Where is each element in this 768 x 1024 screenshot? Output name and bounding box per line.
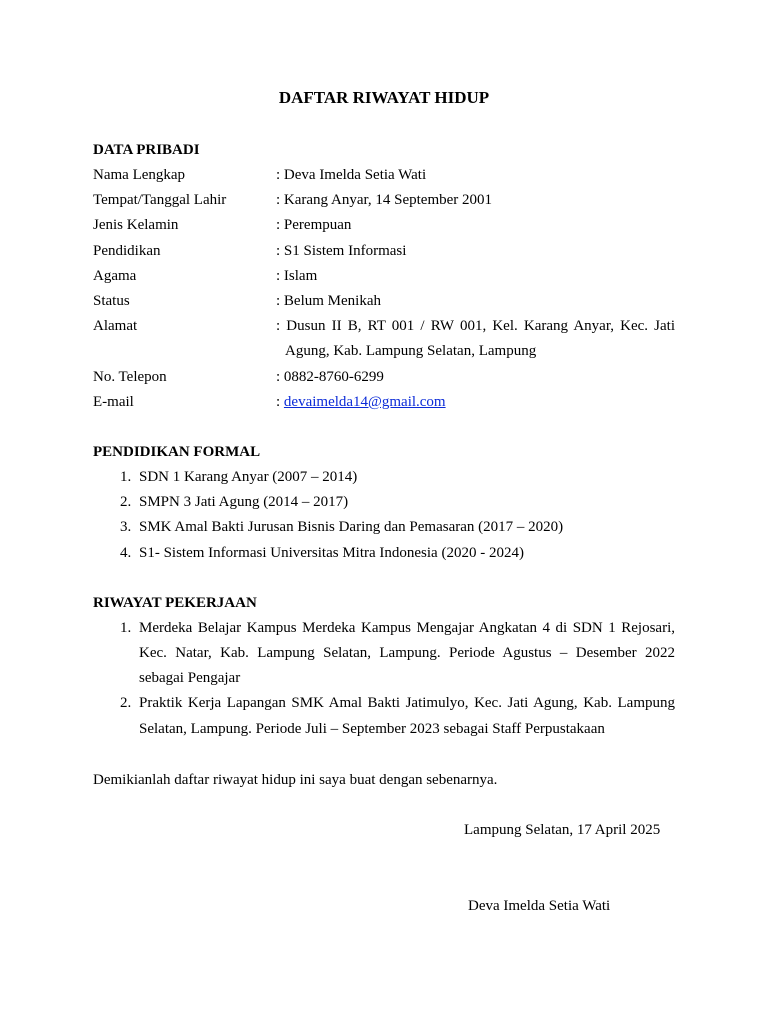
list-text: Merdeka Belajar Kampus Merdeka Kampus Mengajar Angkatan 4 di SDN 1 Rejosari, Kec. Natar, Kab. Lampung Selatan, Lampung. Periode Agustus – Desember 2022 sebagai Pengajar <box>139 619 675 687</box>
list-item <box>93 515 675 540</box>
field-value: : 0882-8760-6299 <box>276 368 384 385</box>
field-value-address <box>276 314 675 364</box>
email-link[interactable]: devaimelda14@gmail.com <box>283 393 446 410</box>
list-item <box>93 691 675 741</box>
row-jenis-kelamin <box>93 213 675 238</box>
field-label: Nama Lengkap <box>93 167 186 183</box>
list-text: SDN 1 Karang Anyar (2007 – 2014) <box>139 469 358 486</box>
row-tempat-tanggal-lahir <box>93 188 675 213</box>
field-label: Jenis Kelamin <box>93 217 179 234</box>
row-alamat <box>93 314 675 364</box>
row-nama-lengkap <box>93 163 675 188</box>
list-item <box>93 465 675 490</box>
address-line-1: : Dusun II B, RT 001 / RW 001, Kel. Karang Anyar, Kec. Jati <box>276 318 675 335</box>
cv-document <box>93 84 675 793</box>
field-label: E-mail <box>93 393 134 410</box>
list-text: S1- Sistem Informasi Universitas Mitra Indonesia (2020 - 2024) <box>139 544 524 561</box>
personal-data-table <box>93 163 675 415</box>
education-list <box>93 465 675 566</box>
list-number: 4. <box>120 544 132 561</box>
field-value-email <box>276 390 675 415</box>
field-value: : Perempuan <box>276 217 352 234</box>
signature-name: Deva Imelda Setia Wati <box>468 898 611 914</box>
field-value: : Deva Imelda Setia Wati <box>276 167 427 183</box>
field-value: : S1 Sistem Informasi <box>276 242 407 259</box>
list-number: 2. <box>120 695 132 712</box>
list-number: 1. <box>120 469 132 486</box>
section-heading-data-pribadi: DATA PRIBADI <box>93 142 200 158</box>
field-value: : Islam <box>276 267 318 284</box>
address-line-2: Agung, Kab. Lampung Selatan, Lampung <box>285 343 537 360</box>
row-agama <box>93 264 675 289</box>
email-prefix: : <box>276 393 284 410</box>
list-text: SMPN 3 Jati Agung (2014 – 2017) <box>139 494 349 511</box>
field-label: Status <box>93 293 130 310</box>
field-label: Pendidikan <box>93 242 161 259</box>
list-text: Praktik Kerja Lapangan SMK Amal Bakti Jatimulyo, Kec. Jati Agung, Kab. Lampung Selatan, Lampung. Periode Juli – September 2023 sebagai Staff Perpustakaan <box>139 695 675 737</box>
list-text: SMK Amal Bakti Jurusan Bisnis Daring dan Pemasaran (2017 – 2020) <box>139 519 564 536</box>
list-number: 2. <box>120 494 132 511</box>
section-heading-pendidikan-formal: PENDIDIKAN FORMAL <box>93 444 261 461</box>
list-item <box>93 490 675 515</box>
row-status <box>93 289 675 314</box>
signature-place-date: Lampung Selatan, 17 April 2025 <box>464 822 661 838</box>
row-pendidikan <box>93 239 675 264</box>
field-label: No. Telepon <box>93 368 167 385</box>
field-label: Alamat <box>93 318 138 335</box>
list-item <box>93 541 675 566</box>
row-no-telepon <box>93 365 675 390</box>
list-number: 3. <box>120 519 132 536</box>
list-number: 1. <box>120 619 132 636</box>
field-label: Agama <box>93 267 137 284</box>
work-history-list <box>93 616 675 742</box>
field-label: Tempat/Tanggal Lahir <box>93 192 227 209</box>
row-email <box>93 390 675 415</box>
list-item <box>93 616 675 692</box>
closing-statement: Demikianlah daftar riwayat hidup ini saya buat dengan sebenarnya. <box>93 771 498 788</box>
section-heading-riwayat-pekerjaan: RIWAYAT PEKERJAAN <box>93 594 257 611</box>
field-value: : Belum Menikah <box>276 293 381 310</box>
field-value: : Karang Anyar, 14 September 2001 <box>276 192 493 209</box>
document-title: DAFTAR RIWAYAT HIDUP <box>278 88 490 107</box>
